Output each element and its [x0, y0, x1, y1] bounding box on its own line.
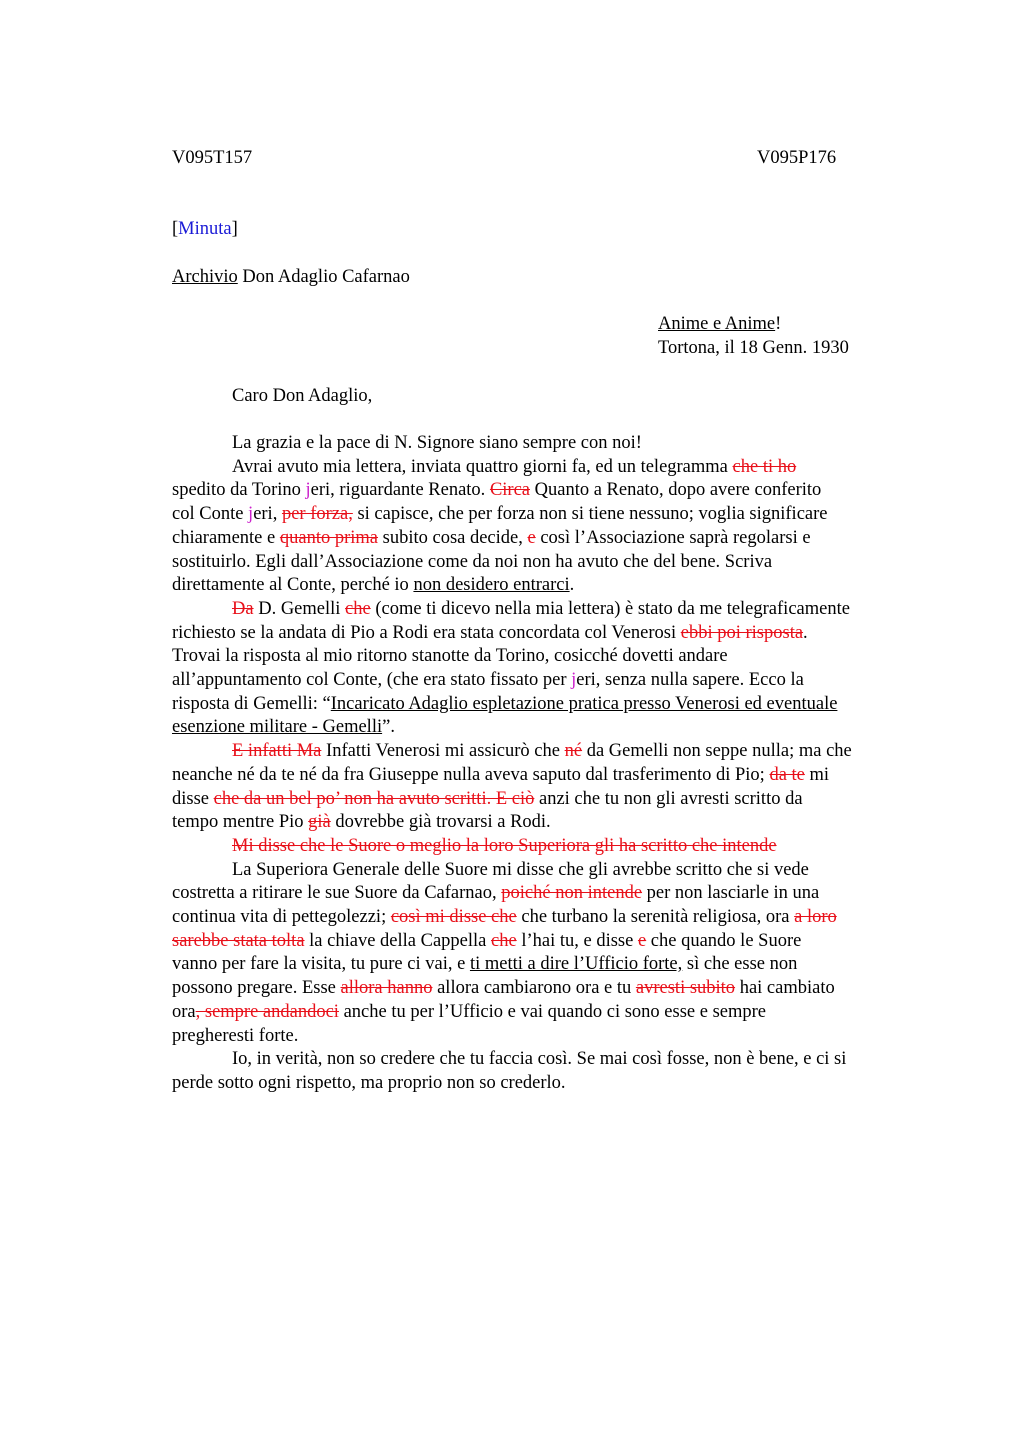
- doc-code-right: V095P176: [757, 148, 837, 168]
- p2-line: all’appuntamento col Conte, (che era stato fissato per jeri, senza nulla sapere. Ecco la: [172, 670, 804, 691]
- greeting: La grazia e la pace di N. Signore siano sempre con noi!: [232, 433, 642, 453]
- p6-line: perde sotto ogni rispetto, ma proprio non so crederlo.: [172, 1072, 566, 1093]
- place-date: Tortona, il 18 Genn. 1930: [658, 338, 849, 358]
- p1-line: chiaramente e quanto prima subito cosa decide, e così l’Associazione saprà regolarsi e: [172, 527, 811, 548]
- p5-line: costretta a ritirare le sue Suore da Cafarnao, poiché non intende per non lasciarle in una: [172, 883, 820, 904]
- salutation: Caro Don Adaglio,: [232, 386, 373, 406]
- p5-line: ora, sempre andandoci anche tu per l’Ufficio e vai quando ci sono esse e sempre: [172, 1001, 767, 1022]
- p1-line: Avrai avuto mia lettera, inviata quattro giorni fa, ed un telegramma che ti ho: [232, 456, 797, 477]
- p3-line: neanche né da te né da fra Giuseppe nulla aveva saputo dal trasferimento di Pio; da te mi: [172, 764, 830, 785]
- p5-line: pregheresti forte.: [172, 1025, 299, 1046]
- archive-line: Archivio Don Adaglio Cafarnao: [172, 267, 410, 287]
- p5-line: continua vita di pettegolezzi; così mi disse che che turbano la serenità religiosa, ora a loro: [172, 907, 837, 928]
- p3-line: tempo mentre Pio già dovrebbe già trovarsi a Rodi.: [172, 812, 551, 833]
- p3-line: disse che da un bel po’ non ha avuto scritti. E ciò anzi che tu non gli avresti scritto da: [172, 788, 803, 809]
- doc-code-left: V095T157: [172, 148, 253, 168]
- p2-line: risposta di Gemelli: “Incaricato Adaglio espletazione pratica presso Venerosi ed eventuale: [172, 693, 838, 714]
- p2-line: Trovai la risposta al mio ritorno stanotte da Torino, cosicché dovetti andare: [172, 646, 728, 667]
- motto: Anime e Anime!: [658, 314, 782, 334]
- p5-line: La Superiora Generale delle Suore mi disse che gli avrebbe scritto che si vede: [232, 859, 809, 880]
- p6-line: Io, in verità, non so credere che tu faccia così. Se mai così fosse, non è bene, e ci si: [232, 1049, 847, 1070]
- p1-line: direttamente al Conte, perché io non desidero entrarci.: [172, 575, 575, 596]
- letter-body: [172, 432, 932, 1096]
- minuta-label: [Minuta]: [172, 219, 238, 239]
- p2-line: richiesto se la andata di Pio a Rodi era stata concordata col Venerosi ebbi poi risposta.: [172, 622, 808, 643]
- p2-line: esenzione militare - Gemelli”.: [172, 717, 395, 738]
- p5-line: possono pregare. Esse allora hanno allora cambiarono ora e tu avresti subito hai cambiato: [172, 978, 835, 999]
- p1-line: sostituirlo. Egli dall’Associazione come da noi non ha avuto che del bene. Scriva: [172, 551, 773, 572]
- p1-line: spedito da Torino jeri, riguardante Renato. Circa Quanto a Renato, dopo avere conferito: [172, 480, 822, 501]
- p1-line: col Conte jeri, per forza, si capisce, che per forza non si tiene nessuno; voglia significare: [172, 504, 828, 525]
- p5-line: vanno per fare la visita, tu pure ci vai, e ti metti a dire l’Ufficio forte, sì che esse non: [172, 954, 798, 975]
- p3-line: E infatti Ma Infatti Venerosi mi assicurò che né da Gemelli non seppe nulla; ma che: [232, 741, 852, 762]
- p5-line: sarebbe stata tolta la chiave della Cappella che l’hai tu, e disse e che quando le Suore: [172, 930, 802, 951]
- p4-deleted-line: Mi disse che le Suore o meglio la loro Superiora gli ha scritto che intende: [232, 835, 777, 856]
- p2-line: Da D. Gemelli che (come ti dicevo nella mia lettera) è stato da me telegraficamente: [232, 598, 850, 619]
